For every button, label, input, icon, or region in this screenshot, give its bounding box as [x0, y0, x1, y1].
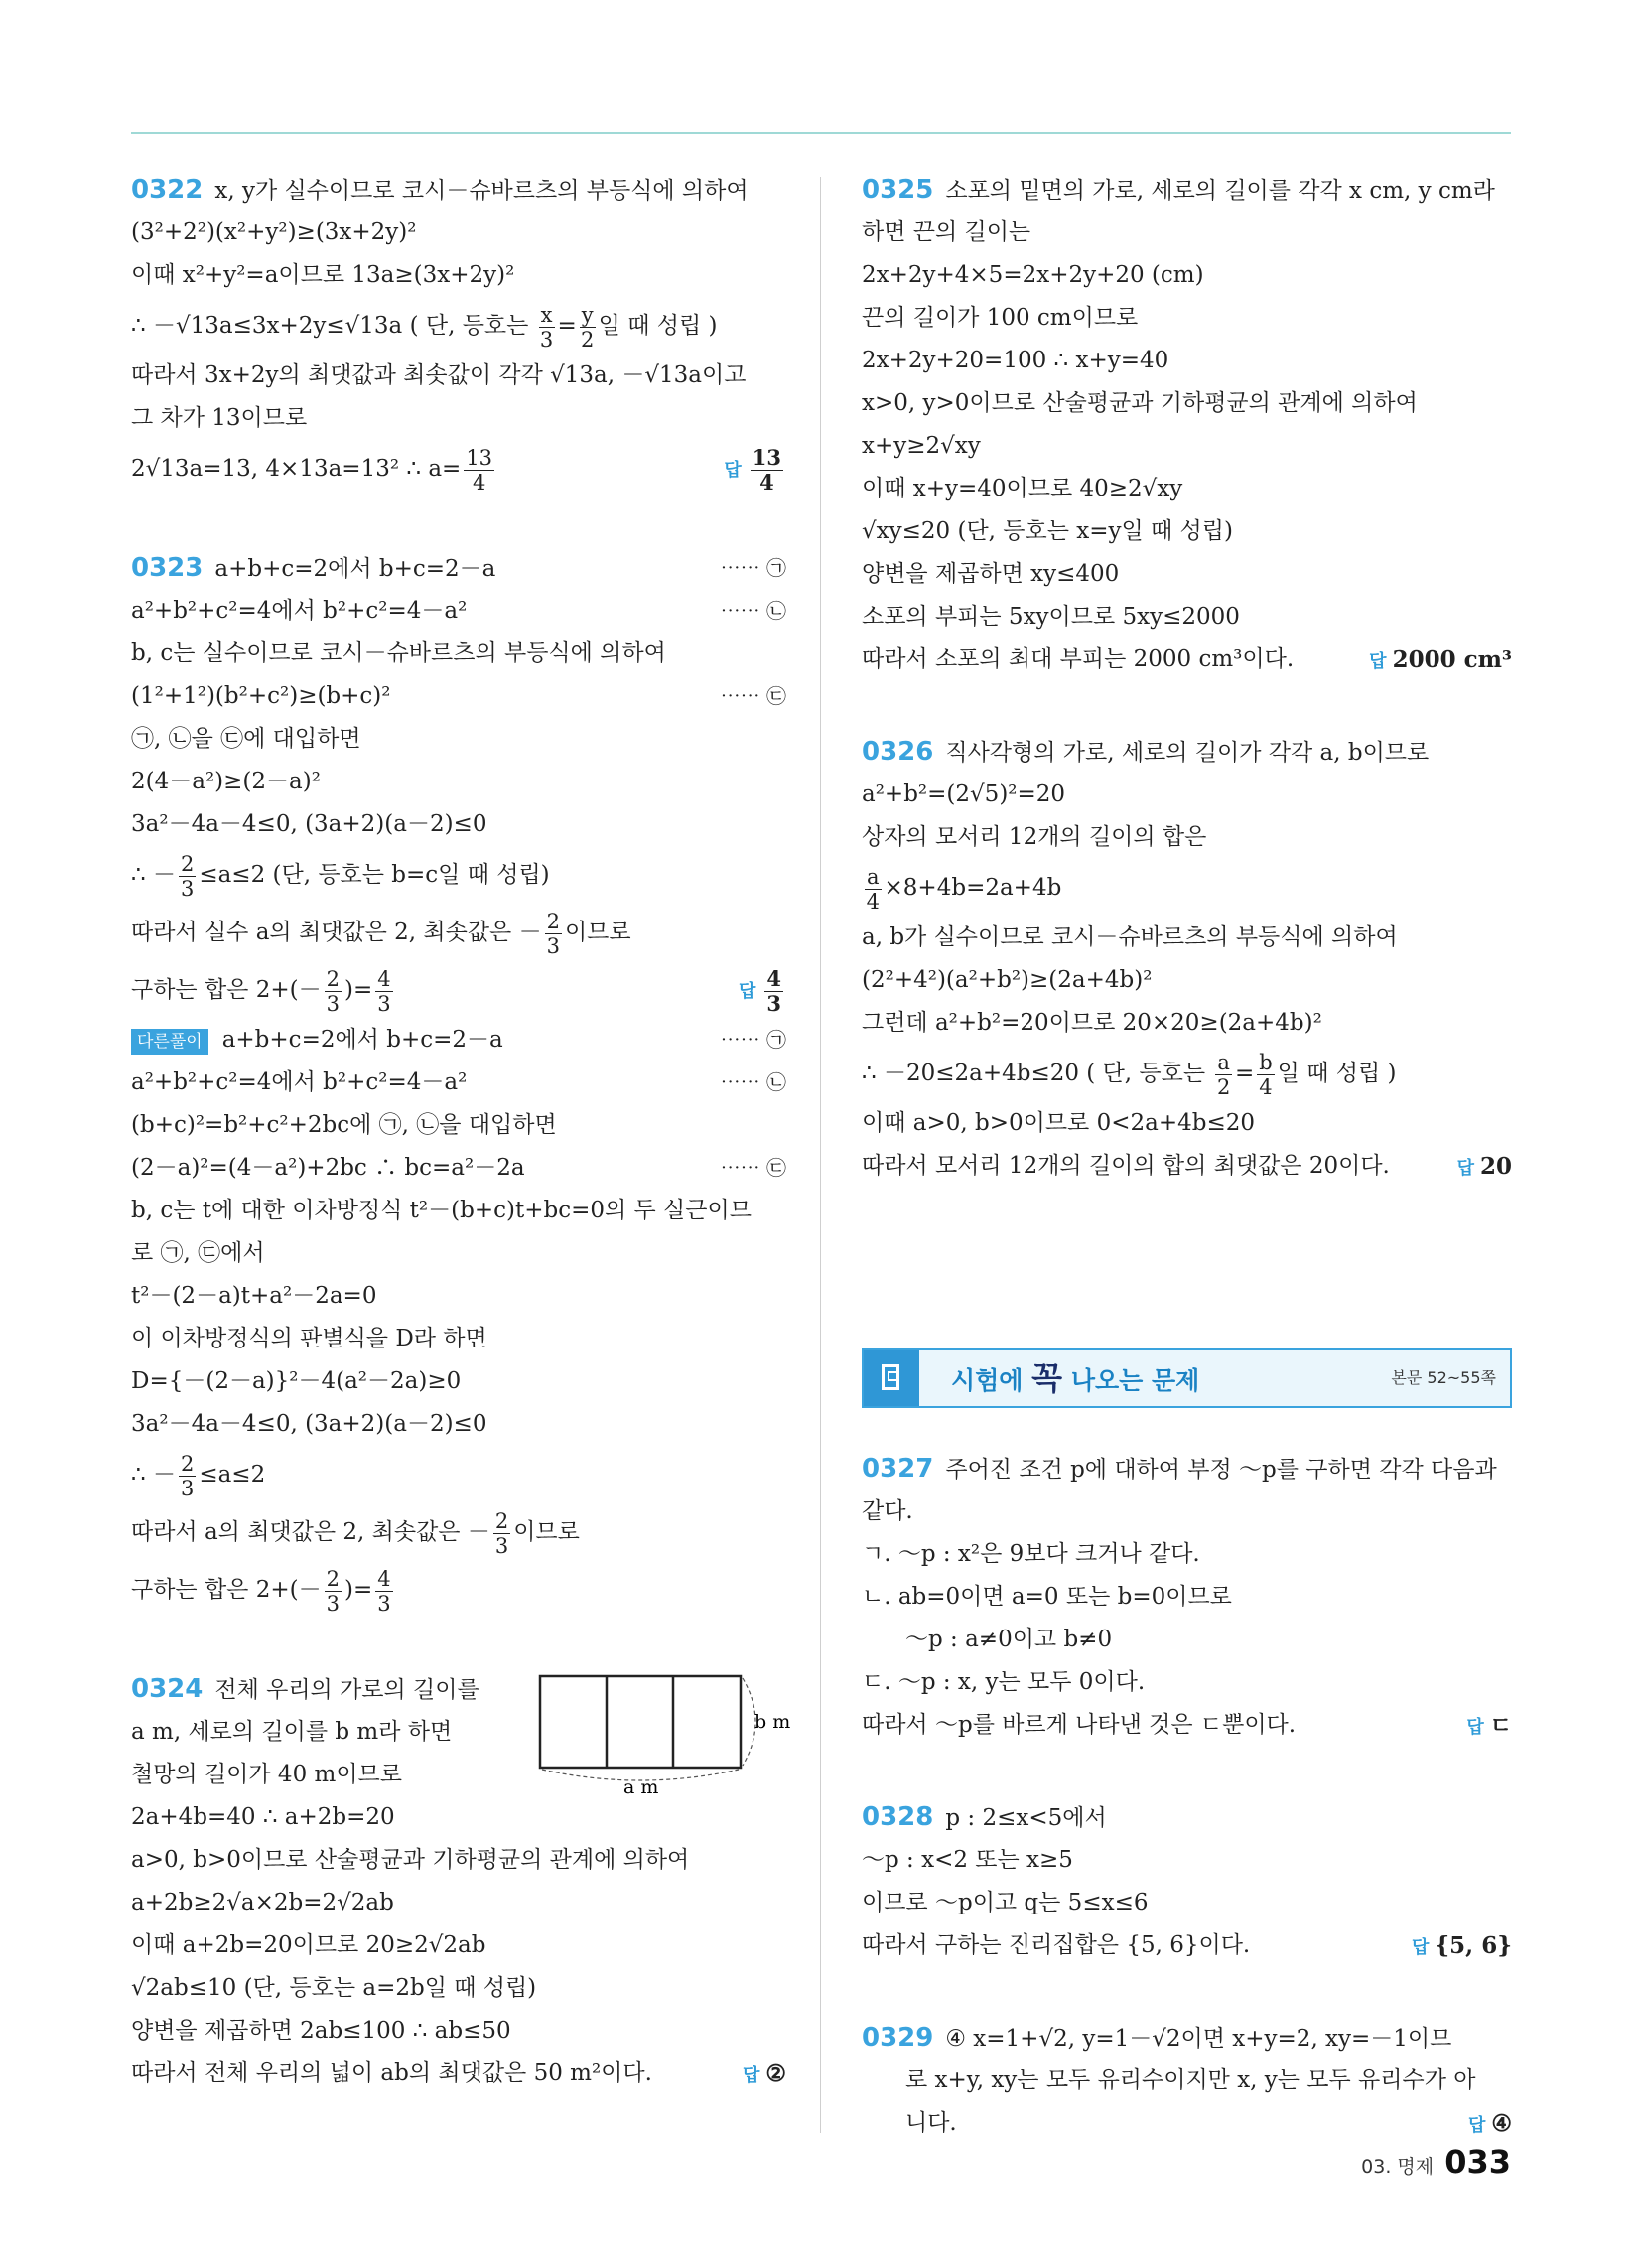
text: 전체 우리의 가로의 길이를: [214, 1677, 479, 1703]
equation-mark: ⋯⋯ ㉢: [720, 1156, 786, 1180]
problem-number: 0327: [862, 1454, 934, 1484]
solution-line: [131, 297, 786, 354]
answer-label: 답: [742, 2065, 760, 2086]
solution-line: [862, 1045, 1512, 1102]
solution-line: [131, 904, 786, 961]
answer: [1468, 2102, 1512, 2147]
answer: [1466, 1704, 1512, 1749]
denominator: 3: [180, 1476, 195, 1500]
denominator: 3: [546, 933, 560, 958]
denominator: 3: [180, 876, 195, 901]
solution-line: 양변을 제곱하면 xy≤400: [862, 561, 1120, 587]
text: 따라서 ～p를 바르게 나타낸 것은 ㄷ뿐이다.: [862, 1712, 1297, 1738]
fraction: [493, 1509, 510, 1558]
answer-value: 2000 cm³: [1392, 646, 1512, 673]
numerator: 2: [326, 1566, 340, 1591]
answer-label: 답: [724, 460, 742, 481]
page-reference: 본문 52~55쪽: [1391, 1368, 1496, 1387]
solution-line: 이때 x²+y²=a이므로 13a≥(3x+2y)²: [131, 262, 515, 288]
text: )=: [343, 1577, 373, 1603]
answer-value: {5, 6}: [1435, 1932, 1512, 1959]
solution-line: 2x+2y+4×5=2x+2y+20 (cm): [862, 262, 1204, 288]
problem-0322: [131, 169, 786, 497]
solution-line: b, c는 t에 대한 이차방정식 t²－(b+c)t+bc=0의 두 실근이므: [131, 1198, 752, 1223]
text: (2－a)²=(4－a²)+2bc ∴ bc=a²－2a: [131, 1155, 525, 1181]
answer-label: 답: [1456, 1158, 1474, 1179]
numerator: 13: [466, 445, 493, 470]
answer: [1457, 1145, 1512, 1190]
solution-line: 2(4－a²)≥(2－a)²: [131, 769, 321, 794]
solution-line: [131, 846, 786, 904]
numerator: y: [581, 302, 594, 327]
solution-line: ㄴ. ab=0이면 a=0 또는 b=0이므로: [862, 1584, 1232, 1610]
text: 일 때 성립 ): [1277, 1061, 1397, 1086]
equation-mark: ⋯⋯ ㉢: [720, 684, 786, 708]
solution-line: (2²+4²)(a²+b²)≥(2a+4b)²: [862, 967, 1153, 993]
solution-line: 3a²－4a－4≤0, (3a+2)(a－2)≤0: [131, 811, 487, 837]
alt-solution-badge: 다른풀이: [131, 1029, 208, 1055]
solution-line: 그런데 a²+b²=20이므로 20×20≥(2a+4b)²: [862, 1010, 1322, 1036]
equation-mark: ⋯⋯ ㉡: [720, 1070, 786, 1094]
left-column: [131, 169, 791, 2095]
text: )=: [343, 977, 373, 1003]
denominator: 3: [377, 991, 391, 1016]
solution-line: ㉠, ㉡을 ㉢에 대입하면: [131, 726, 361, 752]
text: 따라서 전체 우리의 넓이 ab의 최댓값은 50 m²이다.: [131, 2060, 652, 2086]
fraction: [1257, 1051, 1274, 1099]
solution-line: 이때 a>0, b>0이므로 0<2a+4b≤20: [862, 1110, 1255, 1136]
text: 시험에: [951, 1366, 1024, 1395]
solution-line: ㄷ. ～p : x, y는 모두 0이다.: [862, 1669, 1146, 1695]
fraction: [325, 1567, 342, 1616]
solution-line: 따라서 3x+2y의 최댓값과 최솟값이 각각 √13a, －√13a이고: [131, 362, 747, 388]
text: 구하는 합은 2+(－: [131, 1577, 322, 1603]
solution-line: 3a²－4a－4≤0, (3a+2)(a－2)≤0: [131, 1411, 487, 1437]
numerator: 2: [180, 851, 195, 876]
fraction: [545, 910, 562, 958]
text: 일 때 성립 ): [598, 313, 718, 339]
denominator: 2: [581, 327, 595, 352]
denominator: 3: [326, 1591, 340, 1616]
problem-number: 0325: [862, 175, 934, 205]
answer-label: 답: [1369, 651, 1387, 672]
text: ≤a≤2 (단, 등호는 b=c일 때 성립): [199, 862, 550, 888]
numerator: 4: [377, 1566, 391, 1591]
numerator: 2: [494, 1508, 509, 1533]
text: 따라서 소포의 최대 부피는 2000 cm³이다.: [862, 646, 1295, 672]
right-column: [862, 169, 1512, 2145]
text: ∴ －√13a≤3x+2y≤√13a ( 단, 등호는: [131, 313, 529, 339]
solution-line: t²－(2－a)t+a²－2a=0: [131, 1283, 377, 1309]
fraction: [1215, 1051, 1232, 1099]
solution-line: a+2b≥2√a×2b=2√2ab: [131, 1890, 394, 1915]
text: ④ x=1+√2, y=1－√2이면 x+y=2, xy=－1이므: [945, 2026, 1452, 2052]
equation-mark: ⋯⋯ ㉠: [720, 556, 786, 580]
page-number: 033: [1444, 2143, 1511, 2181]
problem-number: 0326: [862, 737, 934, 767]
problem-number: 0328: [862, 1802, 934, 1832]
solution-line: [131, 440, 786, 497]
text: ×8+4b=2a+4b: [884, 875, 1062, 901]
fraction: [179, 1452, 196, 1500]
denominator: 2: [1216, 1074, 1231, 1099]
numerator: 2: [326, 966, 340, 991]
solution-line: √xy≤20 (단, 등호는 x=y일 때 성립): [862, 518, 1233, 544]
fig-label-b: b m: [754, 1711, 791, 1733]
problem-0328: [862, 1796, 1512, 1967]
solution-line: x>0, y>0이므로 산술평균과 기하평균의 관계에 의하여: [862, 390, 1418, 416]
problem-0326: [862, 731, 1512, 1188]
denominator: 4: [866, 889, 880, 914]
solution-line: 하면 끈의 길이는: [862, 219, 1031, 245]
text: 주어진 조건 p에 대하여 부정 ～p를 구하면 각각 다음과: [945, 1457, 1497, 1483]
answer: [724, 440, 786, 499]
text: 따라서 a의 최댓값은 2, 최솟값은 －: [131, 1519, 490, 1545]
numerator: 13: [752, 444, 781, 470]
solution-line: a m, 세로의 길이를 b m라 하면: [131, 1719, 453, 1745]
solution-line: 철망의 길이가 40 m이므로: [131, 1762, 402, 1787]
solution-line: 이때 x+y=40이므로 40≥2√xy: [862, 476, 1183, 501]
solution-line: x+y≥2√xy: [862, 433, 981, 459]
denominator: 3: [766, 990, 781, 1016]
solution-line: ～p : x<2 또는 x≥5: [862, 1847, 1073, 1873]
answer-value: ④: [1491, 2110, 1512, 2137]
text: (1²+1²)(b²+c²)≥(b+c)²: [131, 683, 391, 709]
fraction: [580, 303, 596, 352]
problem-0325: [862, 169, 1512, 681]
fraction: [464, 446, 494, 495]
numerator: 4: [377, 966, 391, 991]
denominator: 4: [472, 470, 486, 495]
text: a+b+c=2에서 b+c=2－a: [221, 1027, 503, 1053]
text: 소포의 밑면의 가로, 세로의 길이를 각각 x cm, y cm라: [945, 178, 1495, 204]
solution-line: 2x+2y+20=100 ∴ x+y=40: [862, 348, 1169, 373]
text: a²+b²+c²=4에서 b²+c²=4－a²: [131, 1069, 468, 1095]
answer: [1369, 638, 1512, 683]
answer-value: 20: [1479, 1153, 1512, 1180]
denominator: 3: [326, 991, 340, 1016]
answer-fraction: [764, 967, 783, 1016]
text: =: [1234, 1061, 1255, 1086]
problem-0323: [131, 547, 786, 1619]
text: ≤a≤2: [199, 1462, 266, 1488]
problem-0329: [862, 2017, 1512, 2145]
numerator: a: [867, 864, 880, 889]
solution-line: a²+b²=(2√5)²=20: [862, 781, 1066, 807]
solution-line: 양변을 제곱하면 2ab≤100 ∴ ab≤50: [131, 2018, 511, 2044]
problem-number: 0329: [862, 2023, 934, 2053]
top-rule: [131, 132, 1511, 134]
solution-line: 로 x+y, xy는 모두 유리수이지만 x, y는 모두 유리수가 아: [905, 2067, 1476, 2093]
text: 따라서 구하는 진리집합은 {5, 6}이다.: [862, 1932, 1251, 1958]
numerator: a: [1217, 1050, 1230, 1074]
text: p : 2≤x<5에서: [945, 1805, 1107, 1831]
text: a²+b²+c²=4에서 b²+c²=4－a²: [131, 598, 468, 624]
column-divider: [820, 177, 821, 2133]
answer-label: 답: [1467, 2115, 1486, 2136]
fraction: [375, 967, 392, 1016]
equation-mark: ⋯⋯ ㉡: [720, 599, 786, 623]
section-title: [951, 1350, 1199, 1409]
text: 꼭: [1031, 1359, 1063, 1397]
solution-line: ～p : a≠0이고 b≠0: [905, 1627, 1113, 1652]
denominator: 3: [494, 1533, 509, 1558]
answer: [1412, 1924, 1512, 1969]
text: ∴ －: [131, 862, 176, 888]
text: ∴ －: [131, 1462, 176, 1488]
solution-line: [131, 1446, 786, 1503]
problem-number: 0322: [131, 175, 204, 205]
text: ∴ －20≤2a+4b≤20 ( 단, 등호는: [862, 1061, 1206, 1086]
solution-line: 로 ㉠, ㉢에서: [131, 1240, 265, 1266]
solution-line: √2ab≤10 (단, 등호는 a=2b일 때 성립): [131, 1975, 537, 2001]
solution-line: 이므로 ～p이고 q는 5≤x≤6: [862, 1890, 1149, 1915]
solution-line: 그 차가 13이므로: [131, 405, 308, 431]
section-header: [862, 1348, 1512, 1408]
denominator: 4: [759, 469, 774, 495]
text: 직사각형의 가로, 세로의 길이가 각각 a, b이므로: [945, 740, 1430, 766]
fraction: [325, 967, 342, 1016]
answer: [743, 2053, 786, 2097]
answer: [739, 961, 786, 1021]
solution-line: 소포의 부피는 5xy이므로 5xy≤2000: [862, 604, 1240, 630]
solution-line: (3²+2²)(x²+y²)≥(3x+2y)²: [131, 219, 417, 245]
solution-line: D={－(2－a)}²－4(a²－2a)≥0: [131, 1368, 462, 1394]
equation-mark: ⋯⋯ ㉠: [720, 1028, 786, 1052]
answer-label: 답: [738, 981, 756, 1002]
fig-label-a: a m: [623, 1776, 659, 1798]
text: =: [557, 313, 577, 339]
fraction: [539, 303, 555, 352]
denominator: 3: [377, 1591, 391, 1616]
page-footer: [1361, 2143, 1511, 2181]
solution-line: x, y가 실수이므로 코시－슈바르츠의 부등식에 의하여: [214, 178, 749, 204]
problem-number: 0323: [131, 553, 204, 583]
answer-value: ②: [765, 2060, 786, 2087]
numerator: b: [1259, 1050, 1273, 1074]
text: 따라서 실수 a의 최댓값은 2, 최솟값은 －: [131, 920, 542, 945]
numerator: 2: [180, 1451, 195, 1476]
fraction: [375, 1567, 392, 1616]
solution-line: 상자의 모서리 12개의 길이의 합은: [862, 824, 1207, 850]
solution-line: 이때 a+2b=20이므로 20≥2√2ab: [131, 1932, 486, 1958]
text: 이므로: [513, 1519, 580, 1545]
solution-line: [131, 961, 786, 1019]
solution-line: 이 이차방정식의 판별식을 D라 하면: [131, 1326, 487, 1351]
solution-line: ㄱ. ～p : x²은 9보다 크거나 같다.: [862, 1541, 1200, 1567]
text: 니다.: [905, 2110, 957, 2136]
chapter-label: 03. 명제: [1361, 2156, 1435, 2178]
text: 나오는 문제: [1070, 1366, 1200, 1395]
numerator: 2: [546, 909, 560, 933]
problem-number: 0324: [131, 1674, 204, 1704]
solution-line: [862, 859, 1512, 917]
denominator: 3: [539, 327, 554, 352]
numerator: x: [540, 302, 553, 327]
answer-value: ㄷ: [1489, 1712, 1512, 1739]
text: 따라서 모서리 12개의 길이의 합의 최댓값은 20이다.: [862, 1153, 1390, 1179]
solution-line: [131, 1503, 786, 1561]
solution-line: [131, 1561, 786, 1619]
numerator: 4: [766, 965, 781, 991]
text: 이므로: [564, 920, 631, 945]
solution-line: (b+c)²=b²+c²+2bc에 ㉠, ㉡을 대입하면: [131, 1112, 557, 1138]
answer-label: 답: [1466, 1717, 1484, 1738]
solution-line: b, c는 실수이므로 코시－슈바르츠의 부등식에 의하여: [131, 640, 666, 666]
answer-label: 답: [1412, 1937, 1430, 1958]
text: 2√13a=13, 4×13a=13² ∴ a=: [131, 456, 462, 482]
exam-icon: [864, 1350, 919, 1406]
solution-line: 같다.: [862, 1498, 913, 1524]
fraction: [865, 865, 882, 914]
text: a+b+c=2에서 b+c=2－a: [214, 556, 496, 582]
denominator: 4: [1259, 1074, 1273, 1099]
fraction: [179, 852, 196, 901]
problem-0324: [131, 1668, 791, 2095]
solution-line: a>0, b>0이므로 산술평균과 기하평균의 관계에 의하여: [131, 1847, 690, 1873]
solution-line: a, b가 실수이므로 코시－슈바르츠의 부등식에 의하여: [862, 924, 1398, 950]
answer-fraction: [751, 446, 783, 495]
solution-line: 2a+4b=40 ∴ a+2b=20: [131, 1804, 395, 1830]
problem-0327: [862, 1448, 1512, 1747]
solution-line: 끈의 길이가 100 cm이므로: [862, 305, 1139, 331]
text: 구하는 합은 2+(－: [131, 977, 322, 1003]
